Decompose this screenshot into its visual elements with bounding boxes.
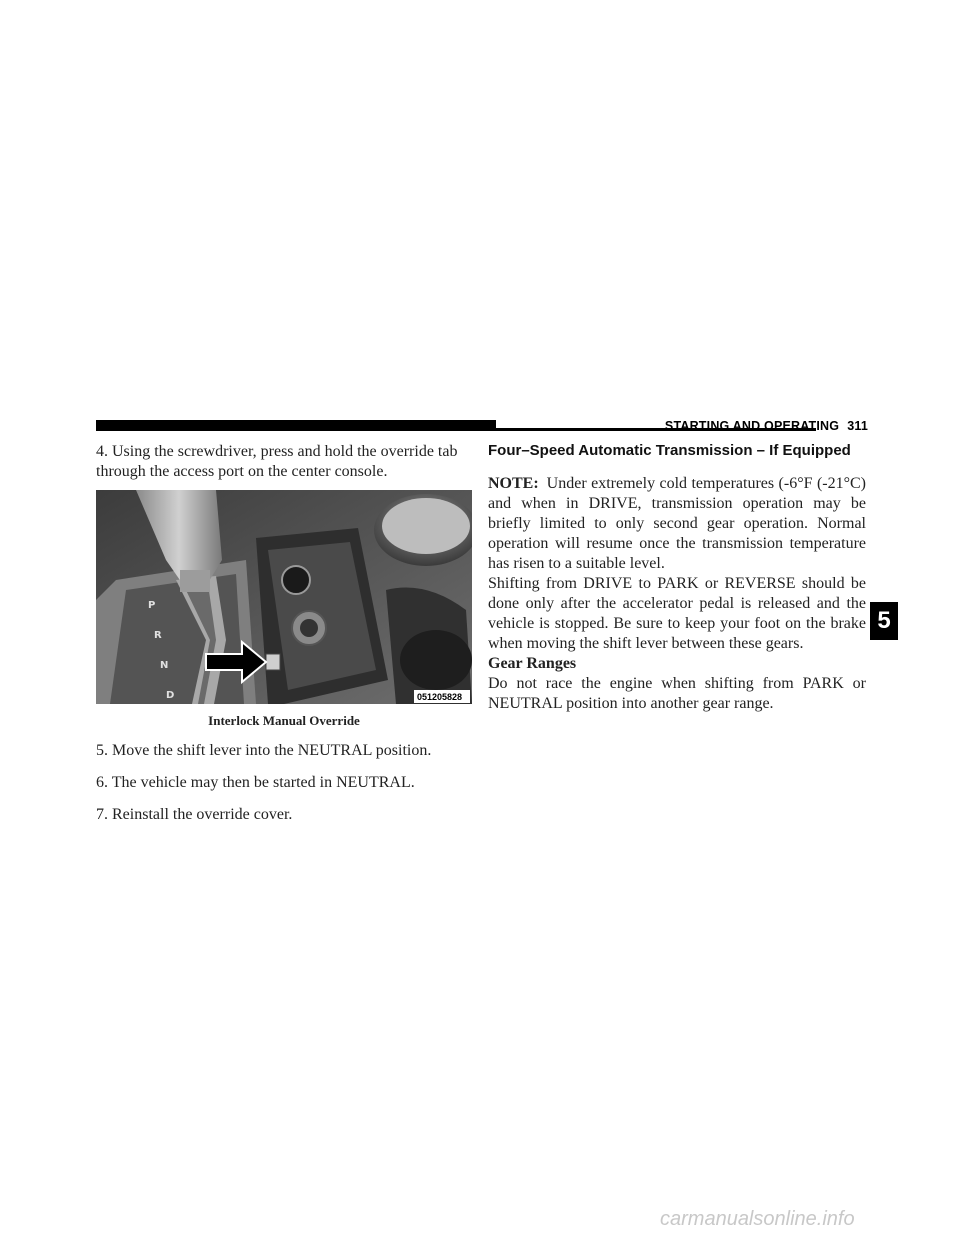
figure-code: 051205828 — [417, 692, 463, 702]
right-column — [488, 442, 866, 714]
shifting-paragraph: Shifting from DRIVE to PARK or REVERSE should be done only after the accelerator pedal is released and the vehicle is stopped. Be sure to keep your foot on the brake when moving the shift lever between these gears. — [488, 575, 866, 652]
note-paragraph — [488, 474, 866, 574]
watermark: carmanualsonline.info — [660, 1208, 855, 1230]
note-label: NOTE: — [488, 475, 539, 492]
gear-letter-p: P — [148, 600, 156, 611]
step-6: 6. The vehicle may then be started in NEUTRAL. — [96, 774, 415, 791]
gear-ranges-text: Do not race the engine when shifting from PARK or NEUTRAL position into another gear range. — [488, 675, 866, 712]
step-4: 4. Using the screwdriver, press and hold the override tab through the access port on the center console. — [96, 443, 458, 480]
chapter-tab: 5 — [870, 602, 898, 640]
gear-letter-d: D — [166, 690, 175, 701]
step-5: 5. Move the shift lever into the NEUTRAL position. — [96, 742, 432, 759]
section-title: STARTING AND OPERATING — [664, 419, 840, 433]
steps-list — [96, 741, 476, 825]
note-text: Under extremely cold temperatures (-6°F (-21°C) and when in DRIVE, transmission operation may be briefly limited to only second gear operation. Normal operation will resume once the transmission temperature has risen to a suitable level. — [488, 475, 866, 572]
section-heading: Four–Speed Automatic Transmission – If Equipped — [488, 442, 851, 459]
figure-caption: Interlock Manual Override — [208, 713, 360, 728]
interlock-override-photo — [96, 490, 472, 704]
gear-letter-n: N — [160, 660, 169, 671]
gear-letter-r: R — [154, 630, 162, 641]
page-number: 311 — [847, 419, 868, 433]
gear-ranges-heading: Gear Ranges — [488, 655, 577, 672]
running-header — [640, 419, 868, 433]
step-7: 7. Reinstall the override cover. — [96, 806, 293, 823]
left-column — [96, 442, 476, 837]
